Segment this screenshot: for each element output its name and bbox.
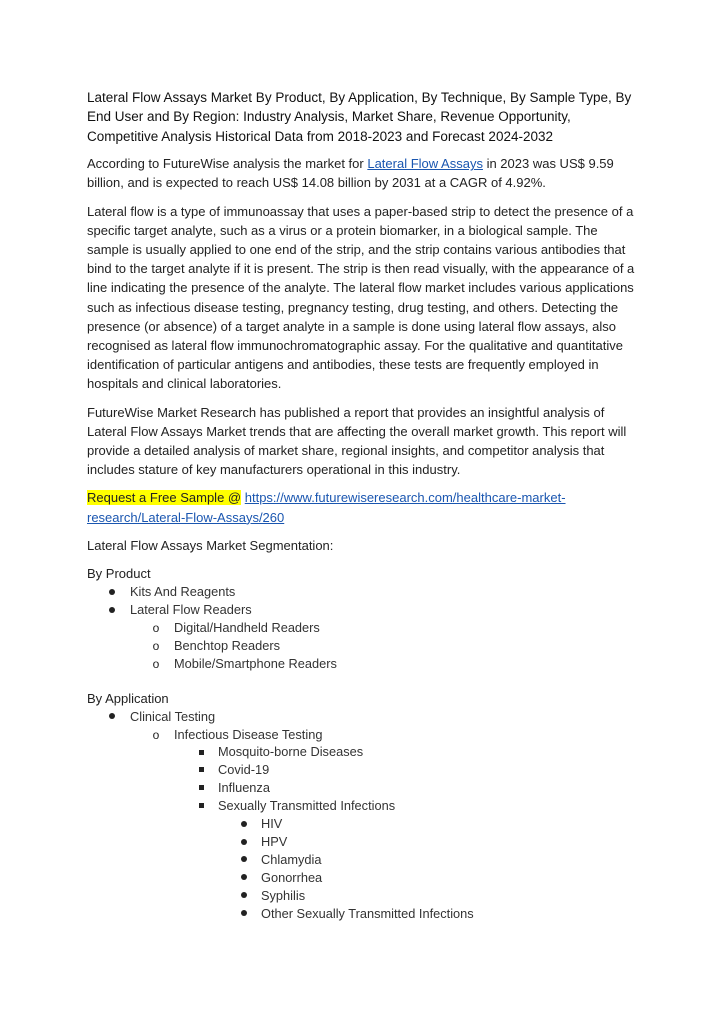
bullet-icon — [106, 601, 118, 619]
report-paragraph: FutureWise Market Research has published a report that provides an insightful analysis of Lateral Flow Assays Market trends that are affecting the overall market growth. This report will provide a detailed analysis of market share, regional insights, and competitor analysis that includes stature of key manufacturers operational in this industry. — [87, 404, 627, 478]
list-item: Kits And Reagents — [87, 583, 635, 601]
free-sample-link[interactable]: https://www.futurewiseresearch.com/healthcare-market-research/Lateral-Flow-Assays/260 — [87, 490, 566, 525]
by-product-heading: By Product — [87, 566, 151, 582]
document-body — [87, 88, 635, 922]
list-item: Mosquito-borne Diseases — [87, 743, 635, 761]
by-product-list — [87, 583, 635, 673]
list-item: Gonorrhea — [87, 869, 635, 887]
circle-bullet-icon — [150, 619, 162, 638]
list-item: Covid-19 — [87, 761, 635, 779]
market-size-text-start: According to FutureWise analysis the market for — [87, 156, 368, 172]
bullet-icon — [106, 583, 118, 601]
market-size-paragraph — [87, 154, 635, 192]
square-bullet-icon — [195, 779, 207, 797]
bullet-icon — [238, 905, 250, 923]
list-item: HIV — [87, 815, 635, 833]
circle-bullet-icon — [150, 655, 162, 674]
list-item: Clinical Testing — [87, 708, 635, 726]
square-bullet-icon — [195, 797, 207, 815]
list-item: Chlamydia — [87, 851, 635, 869]
by-product-section — [87, 565, 635, 673]
list-item: o Infectious Disease Testing — [87, 726, 635, 744]
bullet-icon — [238, 833, 250, 851]
free-sample-paragraph — [87, 488, 635, 526]
free-sample-label: Request a Free Sample @ — [87, 490, 242, 506]
segmentation-heading: Lateral Flow Assays Market Segmentation: — [87, 537, 334, 553]
document-title: Lateral Flow Assays Market By Product, By Application, By Technique, By Sample Type, By End User and By Region: Industry Analysis, Market Share, Revenue Opportunity, Competitive Analysis Historical Data from 2018-2023 and Forecast 2024-2032 — [87, 90, 632, 144]
by-application-list — [87, 708, 635, 923]
description-paragraph: Lateral flow is a type of immunoassay that uses a paper-based strip to detect the presence of a specific target analyte, such as a virus or a protein biomarker, in a biological sample. The sample is usually applied to one end of the strip, and the strip contains various antibodies that bind to the target analyte if it is present. The strip is then read visually, with the appearance of a line indicating the presence of the analyte. The lateral flow market includes various applications such as infectious disease testing, pregnancy testing, drug testing, and others. Detecting the presence (or absence) of a target analyte in a sample is done using lateral flow assays, also recognised as lateral flow immunochromatographic assay. For the qualitative and quantitative identification of particular antigens and antibodies, these tests are frequently employed in hospitals and clinical laboratories. — [87, 203, 635, 392]
circle-bullet-icon — [150, 726, 162, 745]
market-size-text-end: in 2023 was US$ 9.59 billion, and is expected to reach US$ 14.08 billion by 2031 at a CAGR of 4.92%. — [87, 156, 614, 191]
list-item: Lateral Flow Readers — [87, 601, 635, 619]
list-item: Syphilis — [87, 887, 635, 905]
bullet-icon — [238, 815, 250, 833]
square-bullet-icon — [195, 743, 207, 761]
list-item: Other Sexually Transmitted Infections — [87, 905, 635, 923]
bullet-icon — [106, 708, 118, 726]
by-application-section — [87, 690, 635, 923]
by-application-heading: By Application — [87, 690, 169, 706]
list-item: Sexually Transmitted Infections — [87, 797, 635, 815]
list-item: o Benchtop Readers — [87, 637, 635, 655]
square-bullet-icon — [195, 761, 207, 779]
list-item: Influenza — [87, 779, 635, 797]
lateral-flow-assays-link[interactable]: Lateral Flow Assays — [367, 156, 483, 172]
list-item: o Mobile/Smartphone Readers — [87, 655, 635, 673]
bullet-icon — [238, 887, 250, 905]
bullet-icon — [238, 869, 250, 887]
circle-bullet-icon — [150, 637, 162, 656]
bullet-icon — [238, 851, 250, 869]
list-item: HPV — [87, 833, 635, 851]
list-item: o Digital/Handheld Readers — [87, 619, 635, 637]
